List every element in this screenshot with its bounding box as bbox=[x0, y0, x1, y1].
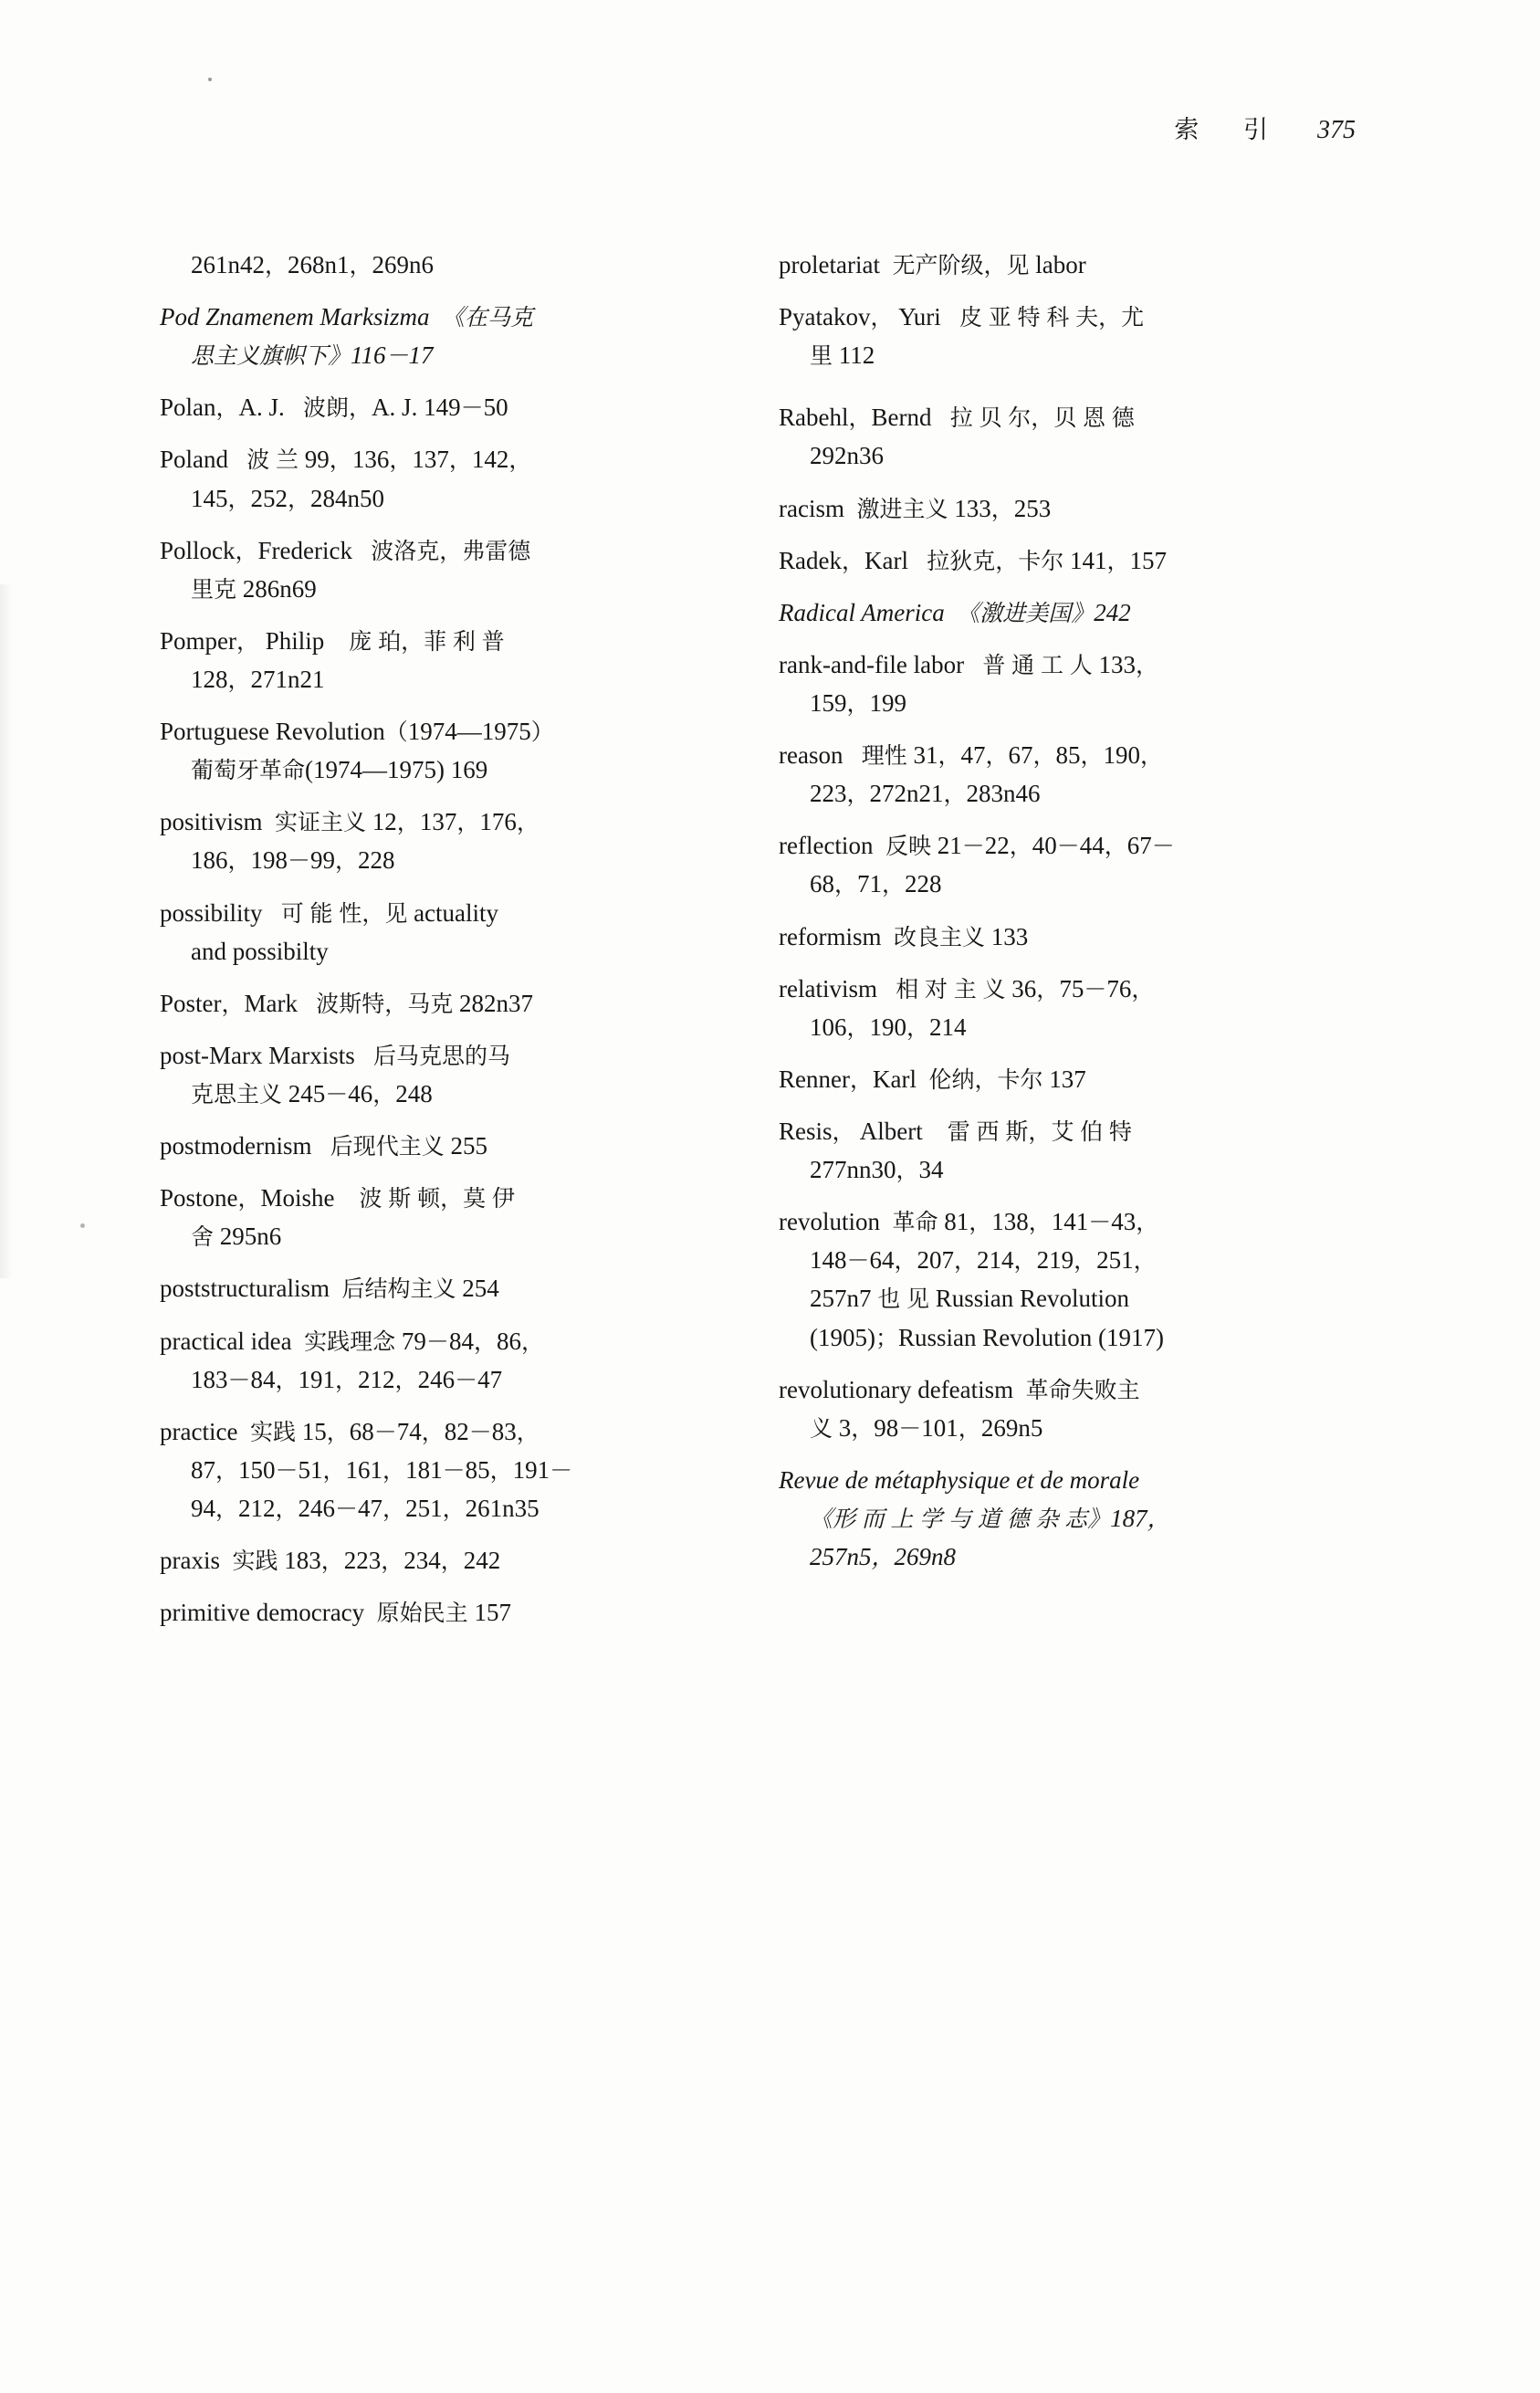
index-entry-line: 克思主义 245－46，248 bbox=[191, 1079, 433, 1107]
index-entry bbox=[779, 489, 1326, 528]
index-entry bbox=[160, 1412, 707, 1527]
index-entry-line: racism 激进主义 133，253 bbox=[779, 494, 1052, 522]
index-entry-line: 里 112 bbox=[810, 341, 875, 370]
page-edge-shadow bbox=[0, 584, 13, 1278]
index-entry-line: reflection 反映 21－22，40－44，67－ bbox=[779, 832, 1175, 860]
index-entry bbox=[779, 826, 1326, 903]
index-entry-line: revolution 革命 81，138，141－43， bbox=[779, 1208, 1159, 1236]
index-entry-line: 186，198－99，228 bbox=[191, 846, 395, 875]
index-entry-line: primitive democracy 原始民主 157 bbox=[160, 1599, 511, 1627]
index-entry bbox=[779, 541, 1326, 580]
index-entry-line: Pollock，Frederick 波洛克，弗雷德 bbox=[160, 536, 531, 564]
index-entry-line: Pomper， Philip 庞 珀，菲 利 普 bbox=[160, 626, 505, 655]
index-entry bbox=[779, 645, 1326, 722]
index-entry-line: Poland 波 兰 99，136，137，142， bbox=[160, 446, 532, 474]
index-entry-line: 葡萄牙革命(1974—1975) 169 bbox=[191, 756, 488, 784]
index-entry-line: 《形 而 上 学 与 道 德 杂 志》187， bbox=[810, 1504, 1170, 1532]
index-entry-line: 159，199 bbox=[810, 688, 907, 717]
index-entry bbox=[160, 1036, 707, 1113]
index-entry bbox=[779, 246, 1326, 284]
index-entry-line: Rabehl，Bernd 拉 贝 尔，贝 恩 德 bbox=[779, 404, 1135, 432]
index-entry-line: Polan，A. J. 波朗，A. J. 149－50 bbox=[160, 394, 508, 422]
index-entry-line: 里克 286n69 bbox=[191, 574, 317, 603]
index-entry bbox=[160, 803, 707, 879]
index-entry-line: Radek，Karl 拉狄克，卡尔 141，157 bbox=[779, 546, 1168, 574]
index-entry bbox=[160, 298, 707, 374]
index-entry-line: Renner，Karl 伦纳，卡尔 137 bbox=[779, 1065, 1086, 1093]
index-entry bbox=[160, 712, 707, 789]
index-entry-line: Revue de métaphysique et de morale bbox=[779, 1465, 1140, 1494]
index-entry-line: positivism 实证主义 12，137，176， bbox=[160, 808, 540, 836]
index-entry-line: revolutionary defeatism 革命失败主 bbox=[779, 1375, 1140, 1403]
index-entry-line: Pod Znamenem Marksizma 《在马克 bbox=[160, 303, 533, 331]
index-entry-line: poststructuralism 后结构主义 254 bbox=[160, 1275, 499, 1303]
index-entry-line: 思主义旗帜下》116－17 bbox=[191, 341, 434, 370]
index-heading: 索 引 bbox=[1174, 116, 1286, 144]
index-entry-line: reason 理性 31，47，67，85，190， bbox=[779, 741, 1164, 770]
index-entry-line: proletariat 无产阶级，见 labor bbox=[779, 251, 1086, 278]
index-entry-line: Pyatakov， Yuri 皮 亚 特 科 夫，尤 bbox=[779, 303, 1145, 331]
index-entry bbox=[160, 894, 707, 971]
index-entry bbox=[160, 622, 707, 698]
index-columns bbox=[160, 246, 1383, 1645]
index-entry-line: 261n42，268n1，269n6 bbox=[191, 251, 435, 278]
index-entry bbox=[779, 1202, 1326, 1356]
index-entry bbox=[160, 1179, 707, 1255]
index-entry-line: rank-and-file labor 普 通 工 人 133， bbox=[779, 650, 1158, 678]
index-entry-line: Poster，Mark 波斯特，马克 282n37 bbox=[160, 989, 534, 1017]
index-entry bbox=[779, 736, 1326, 813]
index-entry-line: reformism 改良主义 133 bbox=[779, 922, 1029, 950]
index-entry-line: 舍 295n6 bbox=[191, 1223, 282, 1251]
index-entry-line: 128，271n21 bbox=[191, 665, 325, 693]
index-entry-line: practical idea 实践理念 79－84，86， bbox=[160, 1327, 544, 1355]
index-entry-line: possibility 可 能 性，见 actuality bbox=[160, 898, 499, 927]
index-entry bbox=[160, 1593, 707, 1632]
index-entry-line: Portuguese Revolution（1974—1975） bbox=[160, 718, 554, 746]
index-entry bbox=[779, 970, 1326, 1046]
index-entry-line: post-Marx Marxists 后马克思的马 bbox=[160, 1041, 510, 1069]
index-entry bbox=[160, 984, 707, 1023]
index-entry bbox=[779, 1112, 1326, 1189]
index-entry-line: 义 3，98－101，269n5 bbox=[810, 1413, 1043, 1442]
index-entry-line: praxis 实践 183，223，234，242 bbox=[160, 1547, 501, 1575]
index-entry-line: 257n5，269n8 bbox=[810, 1543, 957, 1571]
page-header bbox=[160, 110, 1383, 145]
index-column-right bbox=[779, 246, 1326, 1645]
index-entry-line: and possibilty bbox=[191, 937, 329, 965]
index-entry-line: 106，190，214 bbox=[810, 1013, 967, 1041]
index-entry-line: 257n7 也 见 Russian Revolution bbox=[810, 1285, 1130, 1313]
index-entry-line: 223，272n21，283n46 bbox=[810, 780, 1041, 808]
index-entry bbox=[160, 246, 707, 284]
index-entry-line: 277nn30，34 bbox=[810, 1156, 944, 1184]
index-entry-line: practice 实践 15，68－74，82－83， bbox=[160, 1417, 540, 1445]
index-entry bbox=[779, 1370, 1326, 1447]
index-entry-line: 292n36 bbox=[810, 442, 884, 470]
index-entry-line: 145，252，284n50 bbox=[191, 484, 385, 512]
page-content bbox=[160, 110, 1383, 1645]
index-entry bbox=[160, 531, 707, 608]
page-speck-middle bbox=[80, 1223, 85, 1228]
index-entry-line: relativism 相 对 主 义 36，75－76， bbox=[779, 974, 1155, 1002]
index-entry-line: Resis， Albert 雷 西 斯，艾 伯 特 bbox=[779, 1117, 1132, 1145]
index-entry-line: 94，212，246－47，251，261n35 bbox=[191, 1494, 540, 1522]
index-entry bbox=[779, 918, 1326, 956]
index-entry bbox=[160, 440, 707, 517]
index-entry bbox=[779, 298, 1326, 374]
index-entry bbox=[160, 1541, 707, 1580]
index-entry bbox=[779, 1461, 1326, 1576]
page-number: 375 bbox=[1317, 116, 1356, 144]
index-entry bbox=[160, 1269, 707, 1307]
index-entry bbox=[160, 1127, 707, 1165]
index-entry-line: 148－64，207，214，219，251， bbox=[810, 1246, 1157, 1275]
index-entry-line: Radical America 《激进美国》242 bbox=[779, 598, 1131, 626]
page-speck-top bbox=[208, 78, 212, 81]
index-entry bbox=[160, 388, 707, 426]
index-entry-line: postmodernism 后现代主义 255 bbox=[160, 1132, 488, 1160]
index-entry bbox=[779, 1060, 1326, 1098]
index-entry bbox=[779, 398, 1326, 475]
index-entry-line: 183－84，191，212，246－47 bbox=[191, 1365, 503, 1393]
index-entry bbox=[779, 593, 1326, 632]
index-entry-line: (1905)；Russian Revolution (1917) bbox=[810, 1323, 1164, 1351]
index-entry bbox=[160, 1322, 707, 1399]
index-entry-line: Postone，Moishe 波 斯 顿，莫 伊 bbox=[160, 1184, 515, 1212]
index-column-left bbox=[160, 246, 707, 1645]
index-entry-line: 87，150－51，161，181－85，191－ bbox=[191, 1455, 573, 1484]
index-entry-line: 68，71，228 bbox=[810, 870, 942, 898]
